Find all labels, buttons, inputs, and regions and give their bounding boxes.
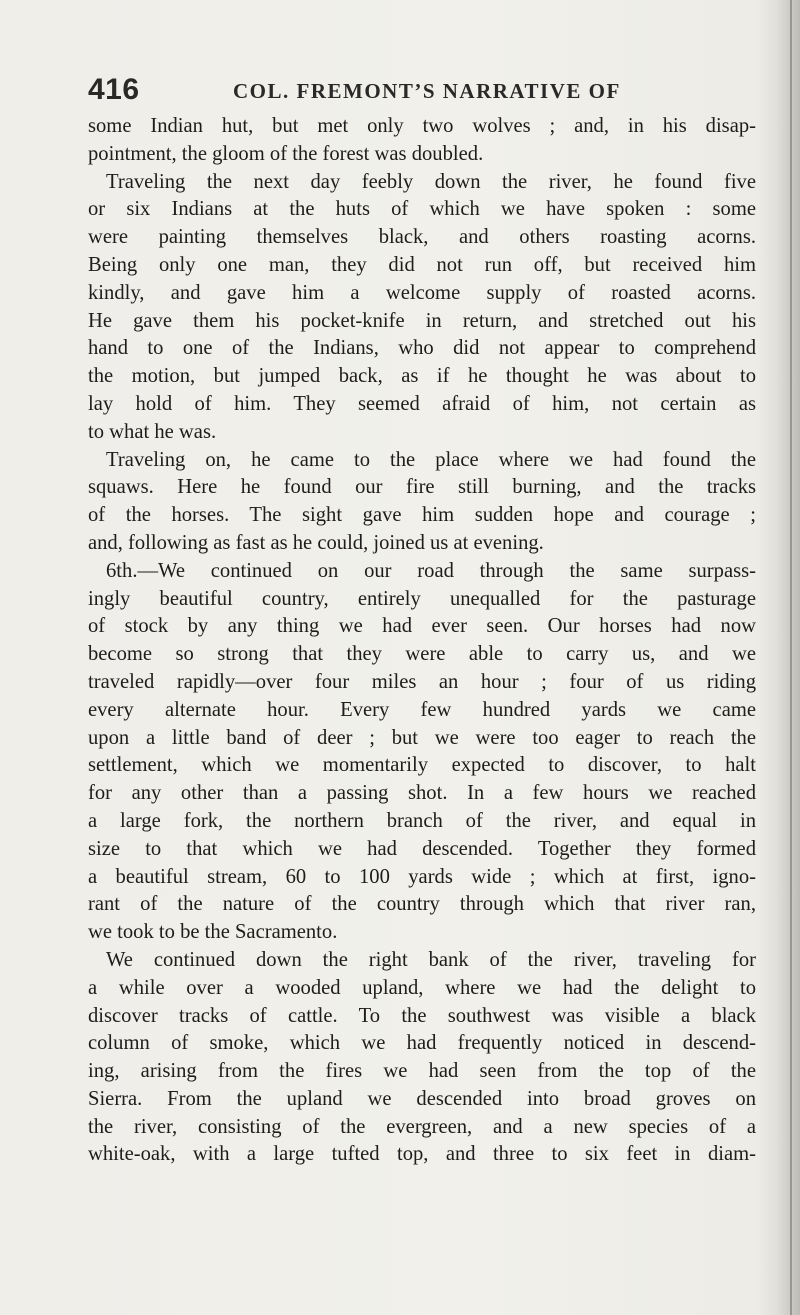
text-line: column of smoke, which we had frequently noticed in descend- xyxy=(88,1032,756,1055)
text-line: become so strong that they were able to carry us, and we xyxy=(88,643,756,666)
text-line: kindly, and gave him a welcome supply of roasted acorns. xyxy=(88,281,756,304)
text-line: Traveling the next day feebly down the river, he found five xyxy=(106,170,756,193)
page-number: 416 xyxy=(88,73,140,106)
text-line: of stock by any thing we had ever seen. Our horses had now xyxy=(88,615,756,638)
text-line: squaws. Here he found our fire still burning, and the tracks xyxy=(88,476,756,499)
text-line: Sierra. From the upland we descended into broad groves on xyxy=(88,1087,756,1110)
text-line: a while over a wooded upland, where we had the delight to xyxy=(88,976,756,999)
text-line: for any other than a passing shot. In a few hours we reached xyxy=(88,782,756,805)
text-line: the motion, but jumped back, as if he thought he was about to xyxy=(88,365,756,388)
spine-edge xyxy=(790,0,792,1315)
running-title: COL. FREMONT’S NARRATIVE OF xyxy=(233,79,621,103)
spine-shadow xyxy=(758,0,800,1315)
text-line: 6th.—We continued on our road through the same surpass- xyxy=(106,559,756,582)
text-line: every alternate hour. Every few hundred yards we came xyxy=(88,698,756,721)
text-line: and, following as fast as he could, joined us at evening. xyxy=(88,531,544,554)
text-line: ingly beautiful country, entirely unequalled for the pasturage xyxy=(88,587,756,610)
text-line: hand to one of the Indians, who did not appear to comprehend xyxy=(88,337,756,360)
text-line: were painting themselves black, and others roasting acorns. xyxy=(88,226,756,249)
text-line: we took to be the Sacramento. xyxy=(88,921,338,944)
text-line: lay hold of him. They seemed afraid of him, not certain as xyxy=(88,392,756,415)
text-line: ing, arising from the fires we had seen from the top of the xyxy=(88,1060,756,1083)
text-line: a beautiful stream, 60 to 100 yards wide ; which at first, igno- xyxy=(88,865,756,888)
text-line: the river, consisting of the evergreen, and a new species of a xyxy=(88,1115,756,1138)
text-line: He gave them his pocket-knife in return, and stretched out his xyxy=(88,309,756,332)
text-line: rant of the nature of the country through which that river ran, xyxy=(88,893,756,916)
text-line: pointment, the gloom of the forest was doubled. xyxy=(88,142,484,165)
text-line: settlement, which we momentarily expected to discover, to halt xyxy=(88,754,756,777)
text-line: to what he was. xyxy=(88,420,217,443)
text-line: upon a little band of deer ; but we were too eager to reach the xyxy=(88,726,756,749)
text-line: or six Indians at the huts of which we have spoken : some xyxy=(88,198,756,221)
text-line: discover tracks of cattle. To the southwest was visible a black xyxy=(88,1004,756,1027)
text-line: a large fork, the northern branch of the river, and equal in xyxy=(88,809,756,832)
text-line: traveled rapidly—over four miles an hour ; four of us riding xyxy=(88,670,756,693)
body-text xyxy=(88,113,756,1169)
page-header xyxy=(88,72,728,108)
text-line: some Indian hut, but met only two wolves ; and, in his disap- xyxy=(88,115,756,137)
text-line: of the horses. The sight gave him sudden hope and courage ; xyxy=(88,504,756,527)
text-line: white-oak, with a large tufted top, and three to six feet in diam- xyxy=(88,1143,756,1166)
text-line: Traveling on, he came to the place where we had found the xyxy=(106,448,756,471)
text-line: Being only one man, they did not run off, but received him xyxy=(88,253,756,276)
text-line: size to that which we had descended. Together they formed xyxy=(88,837,756,860)
text-line: We continued down the right bank of the river, traveling for xyxy=(106,948,756,971)
